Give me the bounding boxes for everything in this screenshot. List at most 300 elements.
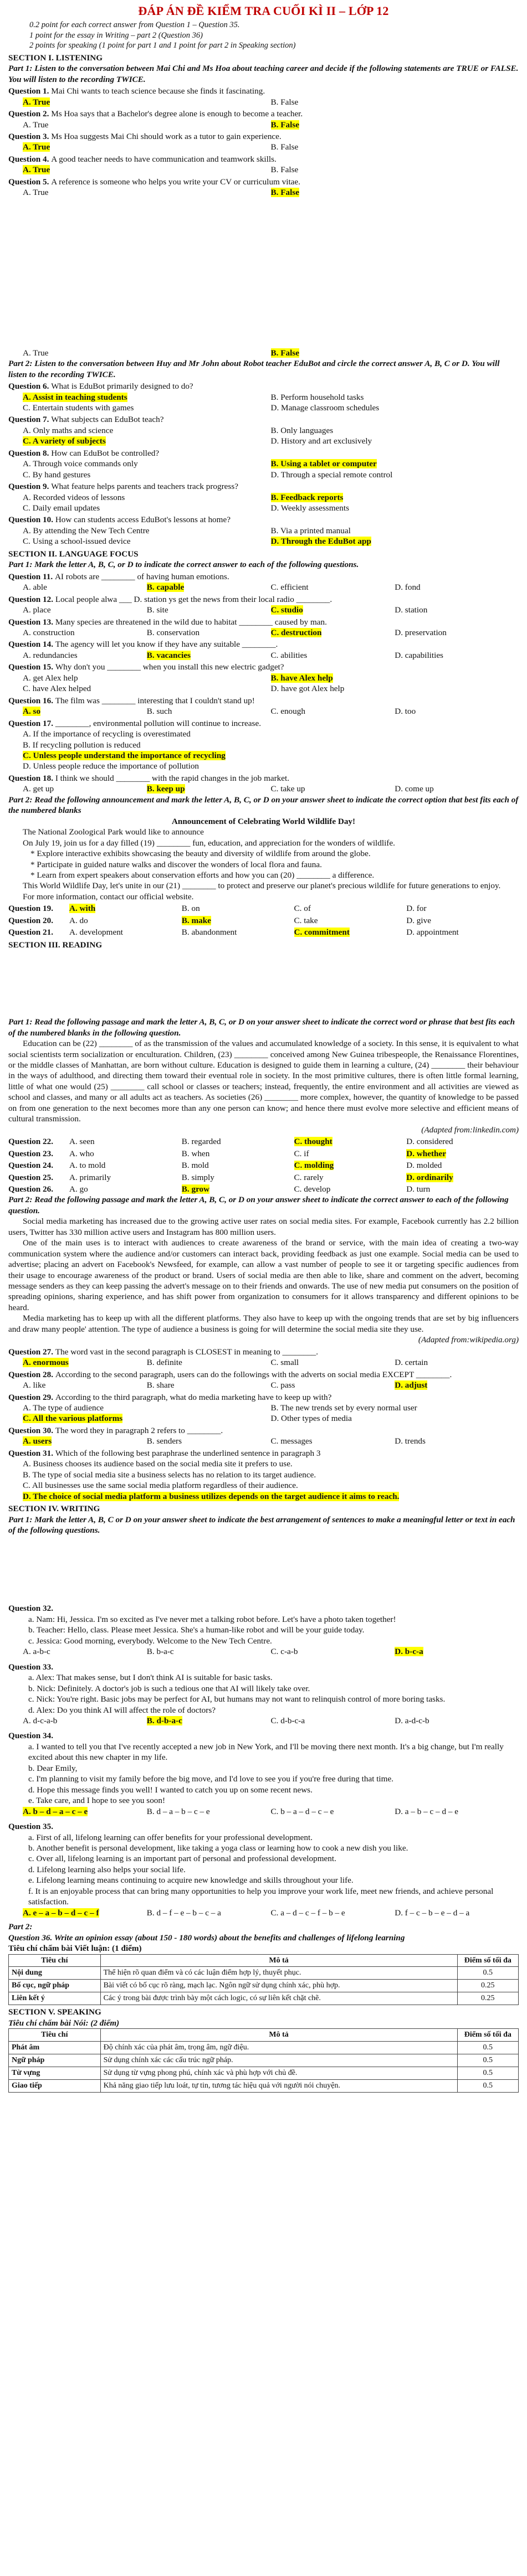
option-text: C. take up <box>270 784 305 794</box>
option <box>147 706 271 717</box>
option <box>271 1380 395 1390</box>
option <box>23 1491 519 1502</box>
question-stem <box>8 1347 519 1357</box>
option <box>271 142 519 152</box>
question <box>8 927 519 937</box>
table-cell: 0.5 <box>457 1967 518 1980</box>
question-number: Question 22. <box>8 1137 54 1147</box>
answer-options <box>69 1136 519 1147</box>
question-text: Why don't you ________ when you install this new electric gadget? <box>55 662 284 672</box>
table-cell: Liên kết ý <box>9 1992 101 2005</box>
question-number: Question 2. <box>8 109 52 119</box>
question <box>8 1821 519 1918</box>
reading-passage-2 <box>8 1216 519 1335</box>
scoring-note <box>29 20 519 51</box>
option <box>271 503 519 513</box>
question-text: Mai Chi wants to teach science because she finds it fascinating. <box>51 86 265 96</box>
option <box>395 1357 519 1368</box>
option <box>147 605 271 615</box>
question-number: Question 35. <box>8 1822 54 1832</box>
question-text: The word they in paragraph 2 refers to ________. <box>55 1425 223 1435</box>
answer-options <box>23 650 519 661</box>
option <box>182 1136 294 1147</box>
option <box>23 503 271 513</box>
correct-answer: B. Feedback reports <box>270 492 344 502</box>
question-row <box>8 1148 519 1159</box>
essay-prompt: Question 36. Write an opinion essay (about 150 - 180 words) about the benefits and challenges of lifelong learning <box>8 1933 405 1943</box>
option-text: D. Other types of media <box>270 1414 352 1424</box>
correct-answer: B. keep up <box>146 784 185 794</box>
option <box>23 1806 147 1817</box>
passage-paragraph: One of the main uses is to interact with audiences to create awareness of the brand or service, with the main idea of creating a two-way communication system where the audience and/or customers can interact back, providing feedback as just one example. Social media can be used to advertise; placing an advert on Facebook's Newsfeed, for example, can allow a vast number of people to see it or targeting specific audiences from their usage to encourage awareness of the product or brand. Users of social media are then able to like, share and comment on the advert, becoming message senders as they can keep passing the advert's message on to their friends and onwards. The use of new media put consumers on the position of spreading opinions, sharing experience, and has shift power from organization to consumers for it allows transparency and different opinions to be heard. <box>8 1238 519 1312</box>
option <box>147 1646 271 1657</box>
option <box>69 1172 182 1183</box>
question <box>8 448 519 480</box>
option <box>23 683 271 694</box>
option <box>271 187 519 198</box>
answer-options <box>69 903 519 914</box>
question-stem <box>8 1425 519 1436</box>
option-text: C. rarely <box>294 1172 324 1182</box>
option <box>271 1357 395 1368</box>
option-text: C. enough <box>270 707 305 717</box>
option-text: A. redundancies <box>23 650 78 660</box>
option <box>395 582 519 593</box>
option-text: B. site <box>146 605 168 615</box>
option <box>23 706 147 717</box>
option-text: A. seen <box>69 1137 95 1147</box>
question-row <box>8 1136 519 1147</box>
option-text: A. like <box>23 1380 46 1390</box>
question-number: Question 16. <box>8 695 55 705</box>
part-instruction: Part 2: Listen to the conversation between Huy and Mr John about Robot teacher EduBot and circle the correct answer A, B, C or D. You will listen to the recording TWICE. <box>8 359 500 379</box>
question <box>8 1448 519 1502</box>
option <box>395 1646 519 1657</box>
option <box>294 1148 407 1159</box>
option <box>147 1908 271 1918</box>
question-stem <box>8 177 519 187</box>
option-text: D. appointment <box>406 928 459 937</box>
question <box>8 1148 519 1159</box>
answer-options <box>69 927 519 937</box>
option <box>23 1459 519 1469</box>
option <box>69 1148 182 1159</box>
question-number: Question 32. <box>8 1604 54 1614</box>
arrangement-line: b. Teacher: Hello, class. Please meet Jessica. She's a human-like robot and will be your guide today. <box>28 1625 365 1635</box>
option <box>147 1715 271 1726</box>
option <box>69 915 182 926</box>
option-text: C. c-a-b <box>270 1647 298 1657</box>
option-text: B. regarded <box>181 1137 221 1147</box>
option-text: A. True <box>23 120 49 130</box>
answer-options <box>23 348 519 358</box>
question-stem <box>8 131 519 142</box>
option <box>406 1148 519 1159</box>
part-instruction: Part 1: Read the following passage and mark the letter A, B, C, or D on your answer sheet to indicate the correct word or phrase that best fits each of the numbered blanks in the following question. <box>8 1017 515 1038</box>
question-text: How can EduBot be controlled? <box>51 448 160 458</box>
question-stem <box>8 86 519 96</box>
answer-options <box>69 1172 519 1183</box>
option-text: B. d – f – e – b – c – a <box>146 1908 221 1918</box>
option <box>23 458 271 469</box>
table-row <box>9 1980 519 1992</box>
option <box>395 1806 519 1817</box>
question <box>8 773 519 795</box>
question-text: The word vast in the second paragraph is CLOSEST in meaning to ________. <box>55 1347 319 1357</box>
option <box>23 1480 519 1491</box>
question-row <box>8 1160 519 1171</box>
option <box>271 392 519 403</box>
question-number: Question 27. <box>8 1347 55 1357</box>
option-text: A. If the importance of recycling is overestimated <box>23 729 191 739</box>
option <box>23 97 271 107</box>
answer-options <box>23 1459 519 1502</box>
arrangement-line: b. Nick: Definitely. A doctor's job is such a tedious one that AI will likely take over. <box>28 1683 310 1693</box>
answer-options <box>69 1148 519 1159</box>
option-text: C. of <box>294 904 311 914</box>
option-text: D. molded <box>406 1161 442 1171</box>
option <box>69 927 182 937</box>
correct-answer: B. d-b-a-c <box>146 1715 182 1725</box>
section-heading: SECTION V. SPEAKING <box>8 2007 101 2017</box>
correct-answer: A. so <box>23 707 41 717</box>
answer-options <box>69 1184 519 1194</box>
correct-answer: C. destruction <box>270 628 322 638</box>
arrangement-line: f. It is an enjoyable process that can bring many opportunities to help you improve your work life, meet new friends, and achieve personal satisfaction. <box>28 1886 494 1907</box>
question-row <box>8 1172 519 1183</box>
answer-options <box>23 458 519 480</box>
announcement-line: The National Zoological Park would like to announce <box>23 827 204 837</box>
option <box>23 403 271 413</box>
option <box>395 784 519 794</box>
option-text: A. primarily <box>69 1172 111 1182</box>
spacer <box>8 1657 519 1661</box>
correct-answer: A. b – d – a – c – e <box>23 1806 88 1816</box>
answer-options <box>23 1806 519 1817</box>
option <box>271 525 519 536</box>
question-stem <box>8 514 519 525</box>
option-text: D. give <box>406 915 431 925</box>
table-row <box>9 1967 519 1980</box>
announcement-line: For more information, contact our official website. <box>23 892 194 901</box>
multiple-choice-list <box>8 381 519 547</box>
table-row <box>9 2067 519 2079</box>
question-text: I think we should ________ with the rapid changes in the job market. <box>55 773 290 783</box>
option <box>182 1184 294 1194</box>
spacer <box>8 1726 519 1729</box>
option <box>147 627 271 638</box>
question-text: Ms Hoa says that a Bachelor's degree alone is enough to become a teacher. <box>51 109 303 119</box>
question-number: Question 12. <box>8 594 55 604</box>
option-text: A. to mold <box>69 1161 106 1171</box>
option <box>395 1715 519 1726</box>
option <box>271 1908 395 1918</box>
arrangement-line: e. Lifelong learning means continuing to acquire new knowledge and skills throughout your life. <box>28 1876 354 1885</box>
option <box>271 120 519 130</box>
option <box>23 1380 147 1390</box>
option-text: B. The type of social media site a business selects has no relation to its target audience. <box>23 1470 316 1480</box>
passage-paragraph: Education can be (22) ________ of as the transmission of the values and accumulated knowledge of a society. In this sense, it is equivalent to what social scientists term socialization or enculturation. Children, (23) ________ conceived among New Guinea tribespeople, the Renaissance Florentines, or the middle classes of Manhattan, are born without culture. Education is designed to guide them in learning a culture, (24) ________ their behaviour in the ways of adulthood, and directing them toward their eventual role in society. In the most primitive cultures, there is often little formal learning, little of what one would (25) ________ call school or classes or teachers; instead, frequently, the entire environment and all activities are viewed as school and classes, and many or all adults act as teachers. As societies (26) ________ more complex, however, the quantity of knowledge to be passed on from one generation to the next becomes more than any one person can know; and hence there must evolve more selective and efficient means of cultural transmission. <box>8 1039 519 1124</box>
question-stem <box>8 639 519 650</box>
question <box>8 109 519 130</box>
part-instruction: Part 1: Mark the letter A, B, C or D on your answer sheet to indicate the best arrangement of sentences to make a meaningful letter or text in each of the following questions. <box>8 1514 515 1535</box>
correct-answer: A. e – a – b – d – c – f <box>23 1908 99 1918</box>
option <box>271 1646 395 1657</box>
answer-options <box>23 1380 519 1390</box>
question-text: The film was ________ interesting that I couldn't stand up! <box>55 695 255 705</box>
option <box>395 650 519 661</box>
option <box>147 1380 271 1390</box>
arrangement-line: c. Over all, lifelong learning is an important part of personal and professional development. <box>28 1854 336 1864</box>
option-text: D. fond <box>395 583 421 593</box>
correct-answer: A. True <box>23 142 50 152</box>
option-text: A. Through voice commands only <box>23 459 138 469</box>
correct-answer: D. Through the EduBot app <box>270 537 371 547</box>
language-question-list <box>8 571 519 795</box>
part-instruction: Part 2: Read the following passage and mark the letter A, B, C, or D on your answer sheet to indicate the correct answer to each of the following question. <box>8 1195 509 1215</box>
question-row <box>8 927 519 937</box>
option-text: C. Daily email updates <box>23 503 100 513</box>
option <box>147 1806 271 1817</box>
option-text: C. d-b-c-a <box>270 1715 305 1725</box>
correct-answer: A. Assist in teaching students <box>23 392 127 402</box>
option <box>23 1357 147 1368</box>
question <box>8 1136 519 1147</box>
option-text: D. Weekly assessments <box>270 503 349 513</box>
option-text: D. Unless people reduce the importance of pollution <box>23 761 199 771</box>
arrangement-line: d. Hope this message finds you well! I wanted to catch you up on some recent news. <box>28 1785 313 1795</box>
question <box>8 154 519 176</box>
question <box>8 381 519 413</box>
answer-options <box>23 97 519 107</box>
question-stem <box>8 448 519 458</box>
answer-options <box>23 187 519 198</box>
question-stem <box>8 773 519 784</box>
option <box>294 1184 407 1194</box>
answer-options <box>69 915 519 926</box>
option-text: A. do <box>69 915 88 925</box>
question-text: According to the third paragraph, what do media marketing have to keep up with? <box>55 1392 332 1402</box>
question <box>8 414 519 446</box>
table-cell: Thể hiện rõ quan điểm và có các luận điểm hợp lý, thuyết phục. <box>100 1967 457 1980</box>
option-text: C. By hand gestures <box>23 470 91 480</box>
table-header: Mô tả <box>100 2029 457 2042</box>
source-citation: (Adapted from:linkedin.com) <box>421 1125 519 1135</box>
answer-options <box>23 582 519 593</box>
option <box>395 1436 519 1446</box>
question-text: A reference is someone who helps you write your CV or curriculum vitae. <box>51 177 300 187</box>
table-row <box>9 1992 519 2005</box>
question-text: AI robots are ________ of having human emotions. <box>54 571 229 581</box>
option <box>271 1806 395 1817</box>
option <box>23 750 519 761</box>
question <box>8 481 519 513</box>
option <box>23 650 147 661</box>
option <box>23 536 271 547</box>
section-heading: SECTION IV. WRITING <box>8 1504 100 1514</box>
option <box>294 927 407 937</box>
table-row <box>9 2054 519 2067</box>
option-text: B. False <box>270 97 299 107</box>
option <box>271 683 519 694</box>
option <box>23 1413 271 1424</box>
option <box>69 1160 182 1171</box>
question-number: Question 6. <box>8 382 52 391</box>
arrangement-line: d. Lifelong learning also helps your social life. <box>28 1864 186 1874</box>
correct-answer: C. Unless people understand the importance of recycling <box>23 751 226 760</box>
option-text: D. a-d-c-b <box>395 1715 429 1725</box>
option <box>294 915 407 926</box>
option <box>395 1380 519 1390</box>
option <box>23 740 519 750</box>
table-cell: Khả năng giao tiếp lưu loát, tự tin, tương tác hiệu quả với người nói chuyện. <box>100 2079 457 2092</box>
question-number: Question 34. <box>8 1731 54 1741</box>
announcement-line: * Learn from expert speakers about conservation efforts and how you can (20) ________ a difference. <box>30 870 375 880</box>
option <box>23 1470 519 1480</box>
question <box>8 695 519 717</box>
question-stem <box>8 481 519 492</box>
option <box>182 927 294 937</box>
option-text: B. d – a – b – c – e <box>146 1806 210 1816</box>
option-text: D. come up <box>395 784 434 794</box>
answer-options <box>23 392 519 414</box>
option-text: B. Perform household tasks <box>270 392 364 402</box>
rubric-title: Tiêu chí chấm bài Viết luận: (1 điểm) <box>8 1944 142 1954</box>
true-false-list <box>8 86 519 198</box>
option-text: B. when <box>181 1148 210 1158</box>
part-instruction: Part 1: Listen to the conversation between Mai Chi and Ms Hoa about teaching career and decide if the following statements are TRUE or FALSE. You will listen to the recording TWICE. <box>8 64 519 84</box>
correct-answer: B. capable <box>146 583 185 593</box>
option <box>23 142 271 152</box>
option-text: D. Through a special remote control <box>270 470 393 480</box>
option-text: B. conservation <box>146 628 200 638</box>
scoring-note-line: 0.2 point for each correct answer from Question 1 – Question 35. <box>29 20 240 30</box>
question-stem <box>8 695 519 706</box>
table-cell: 0.5 <box>457 2041 518 2054</box>
answer-options <box>23 1403 519 1424</box>
question-number: Question 31. <box>8 1448 55 1458</box>
question-number: Question 23. <box>8 1148 54 1158</box>
reading-question-list-2 <box>8 1347 519 1502</box>
option-text: B. False <box>270 165 299 175</box>
option-text: D. f – c – b – e – d – a <box>395 1908 470 1918</box>
option-text: A. able <box>23 583 47 593</box>
option-text: B. If recycling pollution is reduced <box>23 740 141 750</box>
arrangement-line: c. Jessica: Good morning, everybody. Welcome to the New Tech Centre. <box>28 1636 272 1646</box>
option-text: D. capabilities <box>395 650 443 660</box>
option <box>406 1184 519 1194</box>
arrangement-line: a. I wanted to tell you that I've recently accepted a new job in New York, and I'll be moving there next month. It's a big change, but I'm really excited about this new chapter in my life. <box>28 1742 504 1763</box>
answer-options <box>23 120 519 130</box>
question <box>8 662 519 694</box>
answer-options <box>23 1715 519 1726</box>
option <box>271 164 519 175</box>
arrangement-question-list <box>8 1603 519 1921</box>
option-text: B. definite <box>146 1358 182 1368</box>
correct-answer: C. commitment <box>294 928 350 937</box>
option-text: C. have Alex helped <box>23 684 91 694</box>
correct-answer: A. with <box>69 904 96 914</box>
correct-answer: C. molding <box>294 1161 334 1171</box>
option-text: C. small <box>270 1358 299 1368</box>
correct-answer: D. whether <box>406 1148 446 1158</box>
announcement-line: On July 19, join us for a day filled (19) ________ fun, education, and appreciation for the wonders of wildlife. <box>23 838 395 848</box>
question-stem <box>8 414 519 425</box>
option-text: A. By attending the New Tech Centre <box>23 525 150 535</box>
option-text: D. Manage classroom schedules <box>270 403 380 413</box>
option <box>271 1436 395 1446</box>
arrangement-line: b. Dear Emily, <box>28 1763 78 1773</box>
option-text: A. Recorded videos of lessons <box>23 492 125 502</box>
option-text: D. for <box>406 904 427 914</box>
table-cell: Sử dụng chính xác các cấu trúc ngữ pháp. <box>100 2054 457 2067</box>
question-text: How can students access EduBot's lessons at home? <box>55 515 231 525</box>
question <box>8 1184 519 1194</box>
table-cell: 0.5 <box>457 2067 518 2079</box>
option-text: B. share <box>146 1380 175 1390</box>
scoring-note-line: 1 point for the essay in Writing – part 2 (Question 36) <box>29 30 203 40</box>
option <box>23 761 519 771</box>
correct-answer: C. thought <box>294 1137 332 1147</box>
question <box>8 1425 519 1447</box>
answer-options <box>23 706 519 717</box>
section-heading: SECTION I. LISTENING <box>8 53 103 63</box>
question-number: Question 13. <box>8 617 55 627</box>
answer-options <box>23 1646 519 1657</box>
spacer <box>8 1817 519 1820</box>
reading-question-list-1 <box>8 1136 519 1194</box>
question-stem <box>8 1448 519 1459</box>
option-text: D. certain <box>395 1358 428 1368</box>
section-heading: SECTION III. READING <box>8 940 103 950</box>
section-heading: SECTION II. LANGUAGE FOCUS <box>8 549 139 559</box>
table-cell: Các ý trong bài được trình bày một cách logic, có sự liên kết chặt chẽ. <box>100 1992 457 2005</box>
option <box>23 729 519 739</box>
option-text: A. Business chooses its audience based on the social media site it prefers to use. <box>23 1459 293 1469</box>
option <box>271 673 519 683</box>
option-text: D. preservation <box>395 628 447 638</box>
option-text: A. place <box>23 605 51 615</box>
option <box>147 1436 271 1446</box>
question <box>8 1392 519 1424</box>
answer-options <box>23 164 519 175</box>
option-text: A. True <box>23 188 49 198</box>
option-text: C. abilities <box>270 650 308 660</box>
question-stem <box>8 718 519 729</box>
option <box>23 164 271 175</box>
question-stem <box>8 617 519 627</box>
passage-paragraph: Media marketing has to keep up with all the different platforms. They also have to keep up with the ongoing trends that are set by big influencers and draw many people' attention. The type of audience a business is going for will determine the social media site they use. <box>8 1313 519 1334</box>
option-text: A. d-c-a-b <box>23 1715 58 1725</box>
table-cell: Ngữ pháp <box>9 2054 101 2067</box>
option <box>23 1403 271 1413</box>
arrangement-line: b. Another benefit is personal development, like taking a yoga class or learning how to cook a new dish you like. <box>28 1843 408 1853</box>
blank-space <box>8 198 519 348</box>
question-stem <box>8 1392 519 1403</box>
question <box>8 86 519 107</box>
question-stem <box>8 594 519 605</box>
table-header: Tiêu chí <box>9 1954 101 1967</box>
option <box>271 784 395 794</box>
question-number: Question 10. <box>8 515 55 525</box>
option-text: A. get up <box>23 784 54 794</box>
option <box>23 525 271 536</box>
option <box>23 605 147 615</box>
option-text: B. b-a-c <box>146 1647 174 1657</box>
question <box>8 903 519 914</box>
question-text: ________, environmental pollution will continue to increase. <box>55 718 261 728</box>
table-cell: Từ vựng <box>9 2067 101 2079</box>
